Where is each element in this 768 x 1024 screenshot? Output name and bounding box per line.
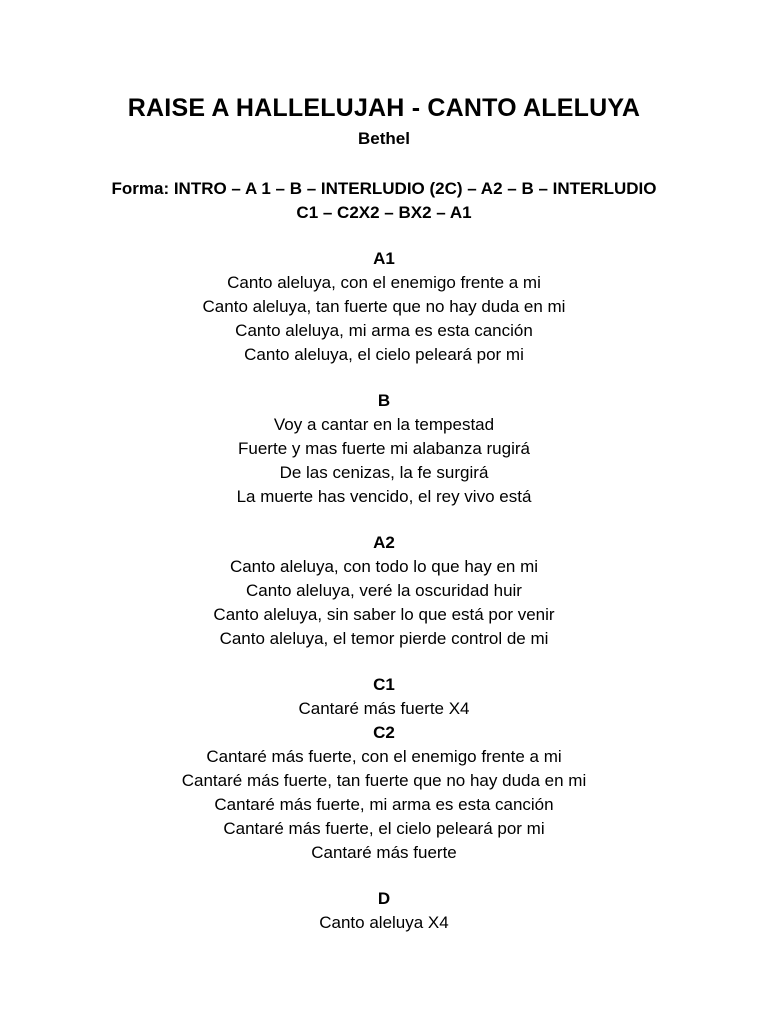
form-line-2: C1 – C2X2 – BX2 – A1 <box>296 203 472 222</box>
lyric-line: Fuerte y mas fuerte mi alabanza rugirá <box>238 439 530 458</box>
lyric-line: La muerte has vencido, el rey vivo está <box>236 487 532 506</box>
lyric-line: Canto aleluya, el temor pierde control de mi <box>219 629 549 648</box>
lyric-line: De las cenizas, la fe surgirá <box>279 463 489 482</box>
song-artist: Bethel <box>358 129 410 148</box>
section-label: D <box>377 889 391 908</box>
lyric-line: Canto aleluya, veré la oscuridad huir <box>246 581 522 600</box>
section-label: B <box>377 391 391 410</box>
song-form <box>0 177 768 225</box>
section-label: C2 <box>373 723 395 742</box>
section-c2 <box>0 721 768 865</box>
lyric-line: Canto aleluya, con el enemigo frente a mi <box>227 273 541 292</box>
lyric-line: Canto aleluya, tan fuerte que no hay duda en mi <box>202 297 566 316</box>
lyric-line: Cantaré más fuerte, el cielo peleará por mi <box>223 819 545 838</box>
lyric-line: Canto aleluya, el cielo peleará por mi <box>244 345 524 364</box>
lyric-line: Canto aleluya, con todo lo que hay en mi <box>229 557 539 576</box>
form-line-1: Forma: INTRO – A 1 – B – INTERLUDIO (2C) – A2 – B – INTERLUDIO <box>111 179 657 198</box>
section-a1 <box>0 247 768 367</box>
lyric-line: Cantaré más fuerte, tan fuerte que no hay duda en mi <box>181 771 587 790</box>
section-d <box>0 887 768 935</box>
section-label: A1 <box>373 249 395 268</box>
section-label: A2 <box>373 533 395 552</box>
lyric-line: Canto aleluya, mi arma es esta canción <box>235 321 533 340</box>
lyric-line: Cantaré más fuerte <box>311 843 457 862</box>
lyric-line: Voy a cantar en la tempestad <box>273 415 495 434</box>
section-b <box>0 389 768 509</box>
section-a2 <box>0 531 768 651</box>
lyric-line: Canto aleluya X4 <box>319 913 449 932</box>
lyric-line: Cantaré más fuerte, con el enemigo frente a mi <box>206 747 562 766</box>
section-c1 <box>0 673 768 721</box>
section-label: C1 <box>373 675 395 694</box>
lyric-line: Cantaré más fuerte, mi arma es esta canción <box>214 795 554 814</box>
lyric-line: Canto aleluya, sin saber lo que está por venir <box>213 605 555 624</box>
lyric-line: Cantaré más fuerte X4 <box>298 699 470 718</box>
song-title: RAISE A HALLELUJAH - CANTO ALELUYA <box>127 94 641 122</box>
